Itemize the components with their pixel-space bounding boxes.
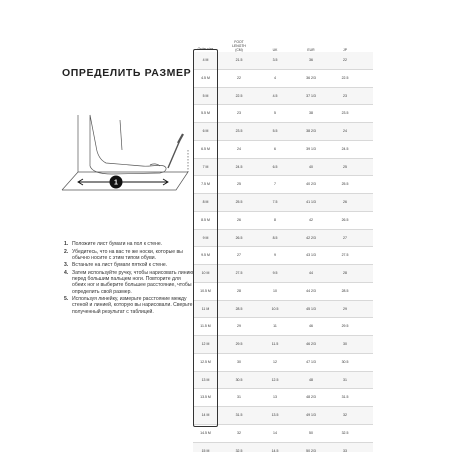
- table-cell: 25.5: [341, 182, 349, 187]
- table-cell: 14.5: [271, 448, 279, 452]
- table-cell: 36 2/3: [306, 75, 316, 80]
- table-cell: 9: [274, 253, 276, 258]
- table-row: [193, 230, 373, 248]
- table-cell: 23.5: [341, 111, 349, 116]
- header-uk: UK: [272, 48, 278, 52]
- table-cell: 29.5: [235, 342, 243, 346]
- table-cell: 44 2/3: [306, 288, 316, 293]
- table-cell: 42: [309, 217, 313, 222]
- table-row: [193, 265, 373, 283]
- table-cell: 8.5: [272, 235, 278, 240]
- table-cell: 27: [237, 253, 241, 258]
- table-row: [193, 212, 373, 230]
- table-cell: 23: [343, 93, 347, 98]
- table-cell: 27.5: [341, 253, 349, 258]
- table-cell: 47 1/3: [306, 359, 316, 364]
- table-row: [193, 425, 373, 443]
- table-cell: 9.5: [272, 271, 278, 275]
- table-cell: 32: [237, 430, 241, 435]
- table-cell: 5.5 M: [201, 111, 210, 116]
- table-row: [193, 70, 373, 88]
- table-cell: 30: [237, 359, 241, 364]
- header-eur: EUR: [307, 48, 315, 52]
- table-cell: 4.5: [272, 93, 278, 98]
- table-cell: 29.5: [341, 324, 349, 329]
- table-cell: 39 1/3: [306, 146, 316, 151]
- table-row: [193, 301, 373, 319]
- table-row: [193, 389, 373, 407]
- table-cell: 28.5: [235, 306, 243, 311]
- table-cell: 26: [237, 217, 241, 222]
- table-cell: 12.5: [271, 377, 279, 382]
- table-cell: 32.5: [341, 430, 349, 435]
- table-cell: 38 2/3: [306, 129, 316, 133]
- table-cell: 14 M: [201, 413, 210, 417]
- table-cell: 7.5: [272, 200, 278, 204]
- table-row: [193, 194, 373, 212]
- table-cell: 27.5: [235, 271, 243, 275]
- header-foot-length: FOOT LENGTH (CM): [232, 40, 246, 52]
- table-row: [193, 159, 373, 177]
- table-cell: 9.5 M: [201, 253, 210, 258]
- table-cell: 21.5: [235, 58, 243, 62]
- table-cell: 31.5: [341, 395, 349, 400]
- table-cell: 36: [309, 58, 313, 62]
- instruction-step: 2. Убедитесь, что на вас те же носки, которые вы обычно носите с этим типом обуви.: [64, 248, 183, 261]
- table-cell: 26.5: [235, 235, 243, 240]
- table-cell: 26: [343, 200, 347, 204]
- instruction-step: 4. Затем используйте ручку, чтобы нарисовать линию перед большим пальцем ноги. Повторите для обеих ног и выберите большее расстояние, чтобы определить свой размер.: [64, 269, 194, 295]
- table-cell: 15 M: [201, 448, 210, 452]
- table-cell: 12 M: [201, 342, 210, 346]
- table-cell: 11 M: [201, 306, 210, 311]
- table-cell: 40 2/3: [306, 182, 316, 187]
- table-cell: 24.5: [235, 164, 243, 169]
- table-cell: 30.5: [341, 359, 349, 364]
- table-row: [193, 88, 373, 106]
- table-row: [193, 354, 373, 372]
- table-cell: 11.5: [271, 342, 279, 346]
- table-cell: 24: [237, 146, 241, 151]
- table-cell: 5 M: [202, 93, 209, 98]
- table-row: [193, 141, 373, 159]
- header-jp: JP: [343, 48, 347, 52]
- table-cell: 25: [237, 182, 241, 187]
- table-cell: 13.5: [271, 413, 279, 417]
- table-cell: 13.5 M: [200, 395, 211, 400]
- table-cell: 29: [343, 306, 347, 311]
- table-cell: 6: [274, 146, 276, 151]
- table-cell: 13 M: [201, 377, 210, 382]
- table-cell: 46 2/3: [306, 342, 316, 346]
- page-title: ОПРЕДЕЛИТЬ РАЗМЕР: [62, 67, 192, 79]
- table-cell: 31.5: [235, 413, 243, 417]
- table-cell: 11: [273, 324, 277, 329]
- table-cell: 24.5: [341, 146, 349, 151]
- table-cell: 12: [273, 359, 277, 364]
- table-cell: 11.5 M: [200, 324, 211, 329]
- header-order-size: Order size: [197, 47, 214, 51]
- foot-measuring-illustration: [50, 110, 200, 215]
- table-cell: 7 M: [202, 164, 209, 169]
- table-row: [193, 443, 373, 452]
- table-cell: 31: [237, 395, 241, 400]
- table-cell: 28: [237, 288, 241, 293]
- table-cell: 10.5: [271, 306, 279, 311]
- table-cell: 40: [309, 164, 313, 169]
- measurement-marker-label: 1: [114, 179, 118, 187]
- table-cell: 12.5 M: [200, 359, 211, 364]
- table-cell: 5.5: [272, 129, 278, 133]
- table-cell: 14: [273, 430, 277, 435]
- size-table-body: [193, 52, 373, 452]
- table-row: [193, 318, 373, 336]
- table-cell: 10: [273, 288, 277, 293]
- table-cell: 30: [343, 342, 347, 346]
- size-table-header: [193, 34, 373, 52]
- table-cell: 48 2/3: [306, 395, 316, 400]
- table-cell: 9 M: [202, 235, 209, 240]
- table-row: [193, 247, 373, 265]
- instruction-step: 1. Положите лист бумаги на пол к стене.: [64, 241, 163, 247]
- table-cell: 44: [309, 271, 313, 275]
- table-cell: 32: [343, 413, 347, 417]
- table-row: [193, 283, 373, 301]
- table-cell: 13: [273, 395, 277, 400]
- table-cell: 6.5: [272, 164, 278, 169]
- table-cell: 46: [309, 324, 313, 329]
- table-row: [193, 123, 373, 141]
- table-cell: 50: [309, 430, 313, 435]
- table-cell: 10 M: [201, 271, 210, 275]
- table-cell: 24: [343, 129, 347, 133]
- table-row: [193, 52, 373, 70]
- table-cell: 6.5 M: [201, 146, 210, 151]
- table-row: [193, 176, 373, 194]
- table-cell: 5: [274, 111, 276, 116]
- table-cell: 48: [309, 377, 313, 382]
- table-cell: 22.5: [341, 75, 349, 80]
- pen-icon: [168, 140, 180, 168]
- table-cell: 25.5: [235, 200, 243, 204]
- table-cell: 30.5: [235, 377, 243, 382]
- table-cell: 43 1/3: [306, 253, 316, 258]
- table-cell: 7.5 M: [201, 182, 210, 187]
- table-cell: 8.5 M: [201, 217, 210, 222]
- table-row: [193, 105, 373, 123]
- table-cell: 33: [343, 448, 347, 452]
- table-cell: 23: [237, 111, 241, 116]
- table-cell: 45 1/3: [306, 306, 316, 311]
- foot-shape: [90, 115, 166, 174]
- table-row: [193, 336, 373, 354]
- table-row: [193, 407, 373, 425]
- table-cell: 4: [274, 75, 276, 80]
- table-cell: 42 2/3: [306, 235, 316, 240]
- instructions-list: [64, 241, 196, 316]
- table-cell: 3.5: [272, 58, 278, 62]
- table-cell: 28.5: [341, 288, 349, 293]
- table-cell: 31: [343, 377, 347, 382]
- table-cell: 14.5 M: [200, 430, 211, 435]
- table-cell: 22: [237, 75, 241, 80]
- table-cell: 22.5: [235, 93, 243, 98]
- table-cell: 50 2/3: [306, 448, 316, 452]
- table-cell: 38: [309, 111, 313, 116]
- table-cell: 32.5: [235, 448, 243, 452]
- table-cell: 10.5 M: [200, 288, 211, 293]
- table-cell: 26.5: [341, 217, 349, 222]
- table-cell: 29: [237, 324, 241, 329]
- table-cell: 23.5: [235, 129, 243, 133]
- table-cell: 22: [343, 58, 347, 62]
- table-cell: 4 M: [202, 58, 209, 62]
- size-table: [193, 34, 373, 452]
- instruction-step: 3. Встаньте на лист бумаги пяткой к стене.: [64, 262, 168, 269]
- table-cell: 37 1/3: [306, 93, 316, 98]
- table-cell: 25: [343, 164, 347, 169]
- table-cell: 7: [274, 182, 276, 187]
- table-cell: 27: [343, 235, 347, 240]
- table-cell: 28: [343, 271, 347, 275]
- table-row: [193, 372, 373, 390]
- table-cell: 8: [274, 217, 276, 222]
- paper-sheet: [62, 172, 188, 190]
- table-cell: 6 M: [202, 129, 209, 133]
- table-cell: 49 1/3: [306, 413, 316, 417]
- table-cell: 41 1/3: [306, 200, 316, 204]
- table-cell: 4.5 M: [201, 75, 210, 80]
- table-cell: 8 M: [202, 200, 209, 204]
- instruction-step: 5. Используя линейку, измерьте расстояние между стеной и линией, которую вы нарисовали. Сверьте полученный результат с таблицей.: [64, 296, 193, 315]
